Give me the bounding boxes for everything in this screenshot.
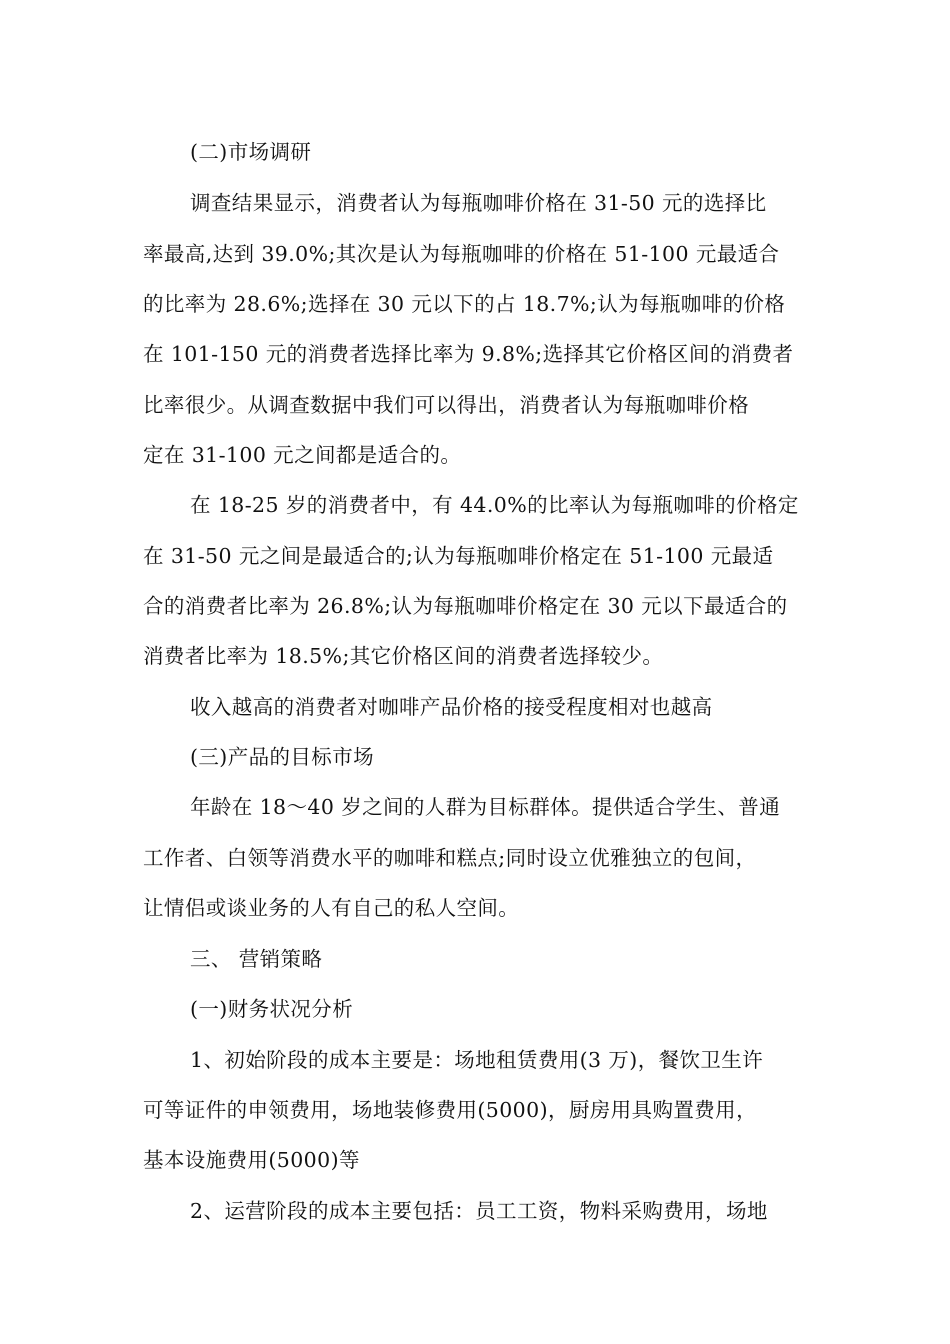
paragraph-line: 工作者、白领等消费水平的咖啡和糕点;同时设立优雅独立的包间，	[143, 846, 757, 870]
paragraph-line: 在 101-150 元的消费者选择比率为 9.8%;选择其它价格区间的消费者	[143, 342, 794, 366]
paragraph-line: 消费者比率为 18.5%;其它价格区间的消费者选择较少。	[143, 644, 664, 668]
paragraph-line: 收入越高的消费者对咖啡产品价格的接受程度相对也越高	[190, 695, 713, 719]
paragraph-line: 在 31-50 元之间是最适合的;认为每瓶咖啡价格定在 51-100 元最适	[143, 544, 774, 568]
section-heading-target-market: (三)产品的目标市场	[190, 745, 374, 769]
section-heading-financial-analysis: (一)财务状况分析	[190, 997, 354, 1021]
paragraph-line: 年龄在 18～40 岁之间的人群为目标群体。提供适合学生、普通	[190, 795, 781, 819]
paragraph-line: 的比率为 28.6%;选择在 30 元以下的占 18.7%;认为每瓶咖啡的价格	[143, 292, 786, 316]
paragraph-line: 在 18-25 岁的消费者中，有 44.0%的比率认为每瓶咖啡的价格定	[190, 493, 799, 517]
paragraph-line: 调查结果显示，消费者认为每瓶咖啡价格在 31-50 元的选择比	[190, 191, 767, 215]
paragraph-line: 1、初始阶段的成本主要是：场地租赁费用(3 万)，餐饮卫生许	[190, 1048, 764, 1072]
paragraph-line: 2、运营阶段的成本主要包括：员工工资，物料采购费用，场地	[190, 1199, 768, 1223]
paragraph-line: 定在 31-100 元之间都是适合的。	[143, 443, 462, 467]
section-heading-market-research: (二)市场调研	[190, 140, 312, 164]
paragraph-line: 让情侣或谈业务的人有自己的私人空间。	[143, 896, 520, 920]
paragraph-line: 比率很少。从调查数据中我们可以得出，消费者认为每瓶咖啡价格	[143, 393, 750, 417]
section-heading-marketing-strategy: 三、 营销策略	[190, 947, 323, 971]
paragraph-line: 率最高,达到 39.0%;其次是认为每瓶咖啡的价格在 51-100 元最适合	[143, 242, 780, 266]
paragraph-line: 合的消费者比率为 26.8%;认为每瓶咖啡价格定在 30 元以下最适合的	[143, 594, 788, 618]
paragraph-line: 可等证件的申领费用，场地装修费用(5000)，厨房用具购置费用，	[143, 1098, 757, 1122]
paragraph-line: 基本设施费用(5000)等	[143, 1148, 360, 1172]
